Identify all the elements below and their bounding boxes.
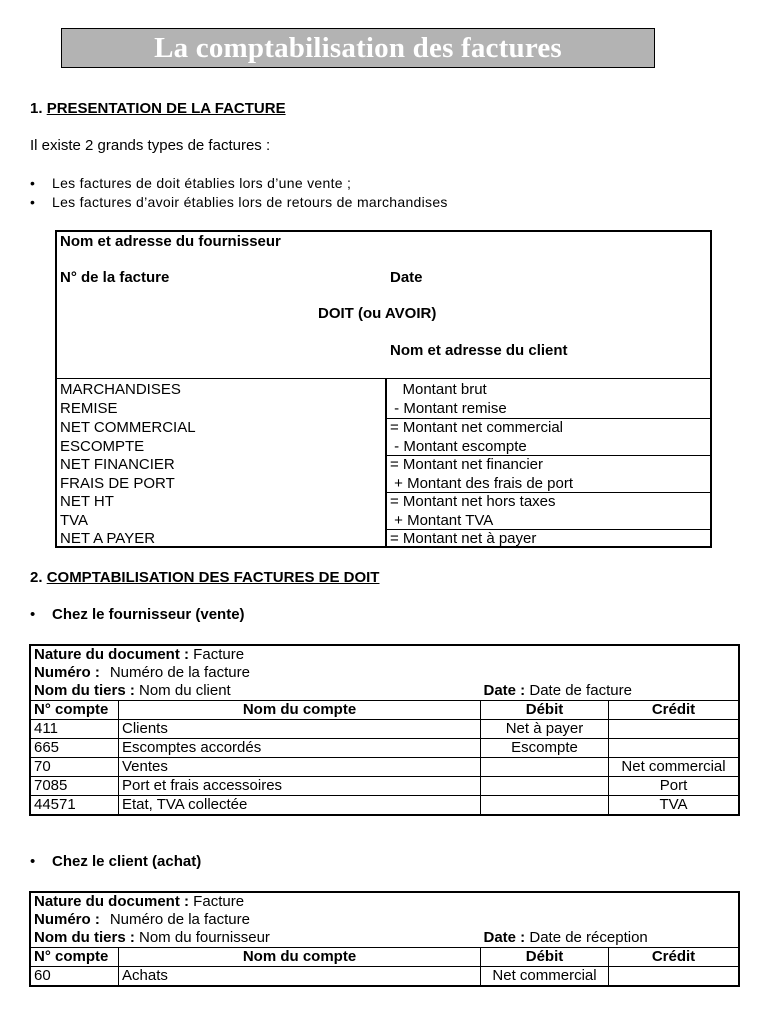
- nature-cell: [31, 646, 739, 665]
- account-name: Escomptes accordés: [119, 739, 481, 758]
- supplier-block-label: [30, 606, 245, 623]
- field-label: Numéro :: [34, 664, 100, 681]
- row-label: REMISE: [60, 399, 118, 417]
- row-amount: - Montant escompte: [390, 437, 527, 455]
- table-row: [31, 967, 739, 986]
- debit-cell: [481, 777, 609, 796]
- invoice-row-left: [60, 419, 196, 456]
- account-name: Clients: [119, 720, 481, 739]
- field-label: Nature du document :: [34, 893, 190, 910]
- credit-cell: TVA: [609, 796, 739, 815]
- header-cell: N° compte: [31, 948, 119, 967]
- section-title: PRESENTATION DE LA FACTURE: [46, 100, 286, 117]
- invoice-row-left: [60, 381, 181, 418]
- row-label: NET HT: [60, 493, 114, 510]
- info-row: [31, 664, 739, 682]
- section-title: COMPTABILISATION DES FACTURES DE DOIT: [46, 569, 380, 586]
- column-divider: [385, 379, 387, 546]
- header-cell: Débit: [481, 948, 609, 967]
- bullet-icon: •: [30, 853, 36, 870]
- client-journal-table: [30, 892, 739, 986]
- section-number: 2.: [30, 569, 47, 586]
- row-amount: + Montant des frais de port: [390, 474, 574, 492]
- invoice-row-right: [390, 381, 507, 418]
- account-name: Ventes: [119, 758, 481, 777]
- divider: [57, 378, 710, 379]
- account-number: 7085: [31, 777, 119, 796]
- field-label: Date :: [483, 929, 526, 946]
- row-amount: = Montant net hors taxes: [390, 493, 556, 510]
- field-value: Date de réception: [525, 929, 648, 946]
- credit-cell: Net commercial: [609, 758, 739, 777]
- debit-cell: Net commercial: [481, 967, 609, 986]
- row-label: MARCHANDISES: [60, 381, 181, 398]
- account-number: 411: [31, 720, 119, 739]
- header-cell: Crédit: [609, 948, 739, 967]
- bullet-text: Les factures d’avoir établies lors de retours de marchandises: [52, 194, 448, 210]
- header-cell: N° compte: [31, 701, 119, 720]
- supplier-journal-table: [30, 645, 739, 815]
- bullet-icon: •: [30, 175, 36, 191]
- numero-cell: [31, 664, 739, 682]
- table-row: [31, 720, 739, 739]
- account-number: 60: [31, 967, 119, 986]
- debit-cell: Escompte: [481, 739, 609, 758]
- invoice-number-label: N° de la facture: [60, 269, 170, 286]
- intro-text: Il existe 2 grands types de factures :: [30, 137, 271, 154]
- invoice-row-right: [390, 493, 556, 530]
- section-2-heading: [30, 569, 379, 586]
- row-amount: - Montant remise: [390, 399, 507, 417]
- tiers-cell: [31, 682, 481, 701]
- field-value: Nom du fournisseur: [134, 929, 270, 946]
- invoice-row-left: [60, 493, 114, 530]
- row-amount: = Montant net à payer: [390, 530, 537, 547]
- field-value: Numéro de la facture: [109, 911, 250, 928]
- credit-cell: [609, 967, 739, 986]
- header-cell: Nom du compte: [119, 948, 481, 967]
- row-label: NET COMMERCIAL: [60, 419, 196, 436]
- field-value: Numéro de la facture: [109, 664, 250, 681]
- nature-cell: [31, 893, 739, 912]
- bullet-icon: •: [30, 194, 36, 210]
- credit-cell: [609, 739, 739, 758]
- credit-cell: [609, 720, 739, 739]
- client-block-label: [30, 853, 201, 870]
- tiers-cell: [31, 929, 481, 948]
- row-label: ESCOMPTE: [60, 437, 145, 455]
- debit-cell: [481, 758, 609, 777]
- row-label: FRAIS DE PORT: [60, 474, 175, 492]
- credit-cell: Port: [609, 777, 739, 796]
- invoice-row-right: [390, 456, 573, 493]
- title-banner: [61, 28, 655, 68]
- client-label: Nom et adresse du client: [390, 342, 568, 359]
- field-label: Nature du document :: [34, 646, 190, 663]
- table-row: [31, 739, 739, 758]
- table-row: [31, 777, 739, 796]
- account-name: Etat, TVA collectée: [119, 796, 481, 815]
- account-number: 665: [31, 739, 119, 758]
- header-cell: Nom du compte: [119, 701, 481, 720]
- header-cell: Débit: [481, 701, 609, 720]
- section-1-heading: [30, 100, 286, 117]
- invoice-row-right: [390, 419, 563, 456]
- row-label: TVA: [60, 511, 89, 529]
- account-number: 44571: [31, 796, 119, 815]
- table-row: [31, 758, 739, 777]
- field-value: Nom du client: [134, 682, 231, 699]
- header-row: [31, 948, 739, 967]
- row-label: NET A PAYER: [60, 530, 156, 547]
- info-row: [31, 929, 739, 948]
- bullet-text: Chez le fournisseur (vente): [52, 606, 245, 623]
- bullet-text: Chez le client (achat): [52, 853, 202, 870]
- section-number: 1.: [30, 100, 47, 117]
- header-row: [31, 701, 739, 720]
- invoice-template: [55, 230, 712, 548]
- debit-cell: [481, 796, 609, 815]
- bullet-text: Les factures de doit établies lors d’une vente ;: [52, 175, 352, 191]
- date-cell: [481, 682, 739, 701]
- account-name: Achats: [119, 967, 481, 986]
- doit-label: DOIT (ou AVOIR): [318, 305, 437, 322]
- info-row: [31, 646, 739, 665]
- field-label: Nom du tiers :: [34, 929, 135, 946]
- bullet-item-avoir: [30, 194, 448, 210]
- account-number: 70: [31, 758, 119, 777]
- account-name: Port et frais accessoires: [119, 777, 481, 796]
- row-label: NET FINANCIER: [60, 456, 175, 473]
- supplier-label: Nom et adresse du fournisseur: [60, 233, 281, 250]
- table-row: [31, 796, 739, 815]
- info-row: [31, 682, 739, 701]
- info-row: [31, 911, 739, 929]
- date-cell: [481, 929, 739, 948]
- bullet-icon: •: [30, 606, 36, 623]
- row-amount: + Montant TVA: [390, 511, 494, 529]
- invoice-row-right: [390, 530, 536, 549]
- row-amount: = Montant net commercial: [390, 419, 563, 436]
- bullet-item-doit: [30, 175, 351, 191]
- row-amount: = Montant net financier: [390, 456, 544, 473]
- invoice-date-label: Date: [390, 269, 423, 286]
- debit-cell: Net à payer: [481, 720, 609, 739]
- field-value: Date de facture: [525, 682, 632, 699]
- field-label: Date :: [483, 682, 526, 699]
- field-value: Facture: [189, 893, 245, 910]
- numero-cell: [31, 911, 739, 929]
- row-amount: Montant brut: [390, 381, 487, 398]
- invoice-row-left: [60, 530, 155, 549]
- page-title: La comptabilisation des factures: [154, 31, 562, 64]
- field-label: Numéro :: [34, 911, 100, 928]
- invoice-row-left: [60, 456, 175, 493]
- field-value: Facture: [189, 646, 245, 663]
- info-row: [31, 893, 739, 912]
- field-label: Nom du tiers :: [34, 682, 135, 699]
- header-cell: Crédit: [609, 701, 739, 720]
